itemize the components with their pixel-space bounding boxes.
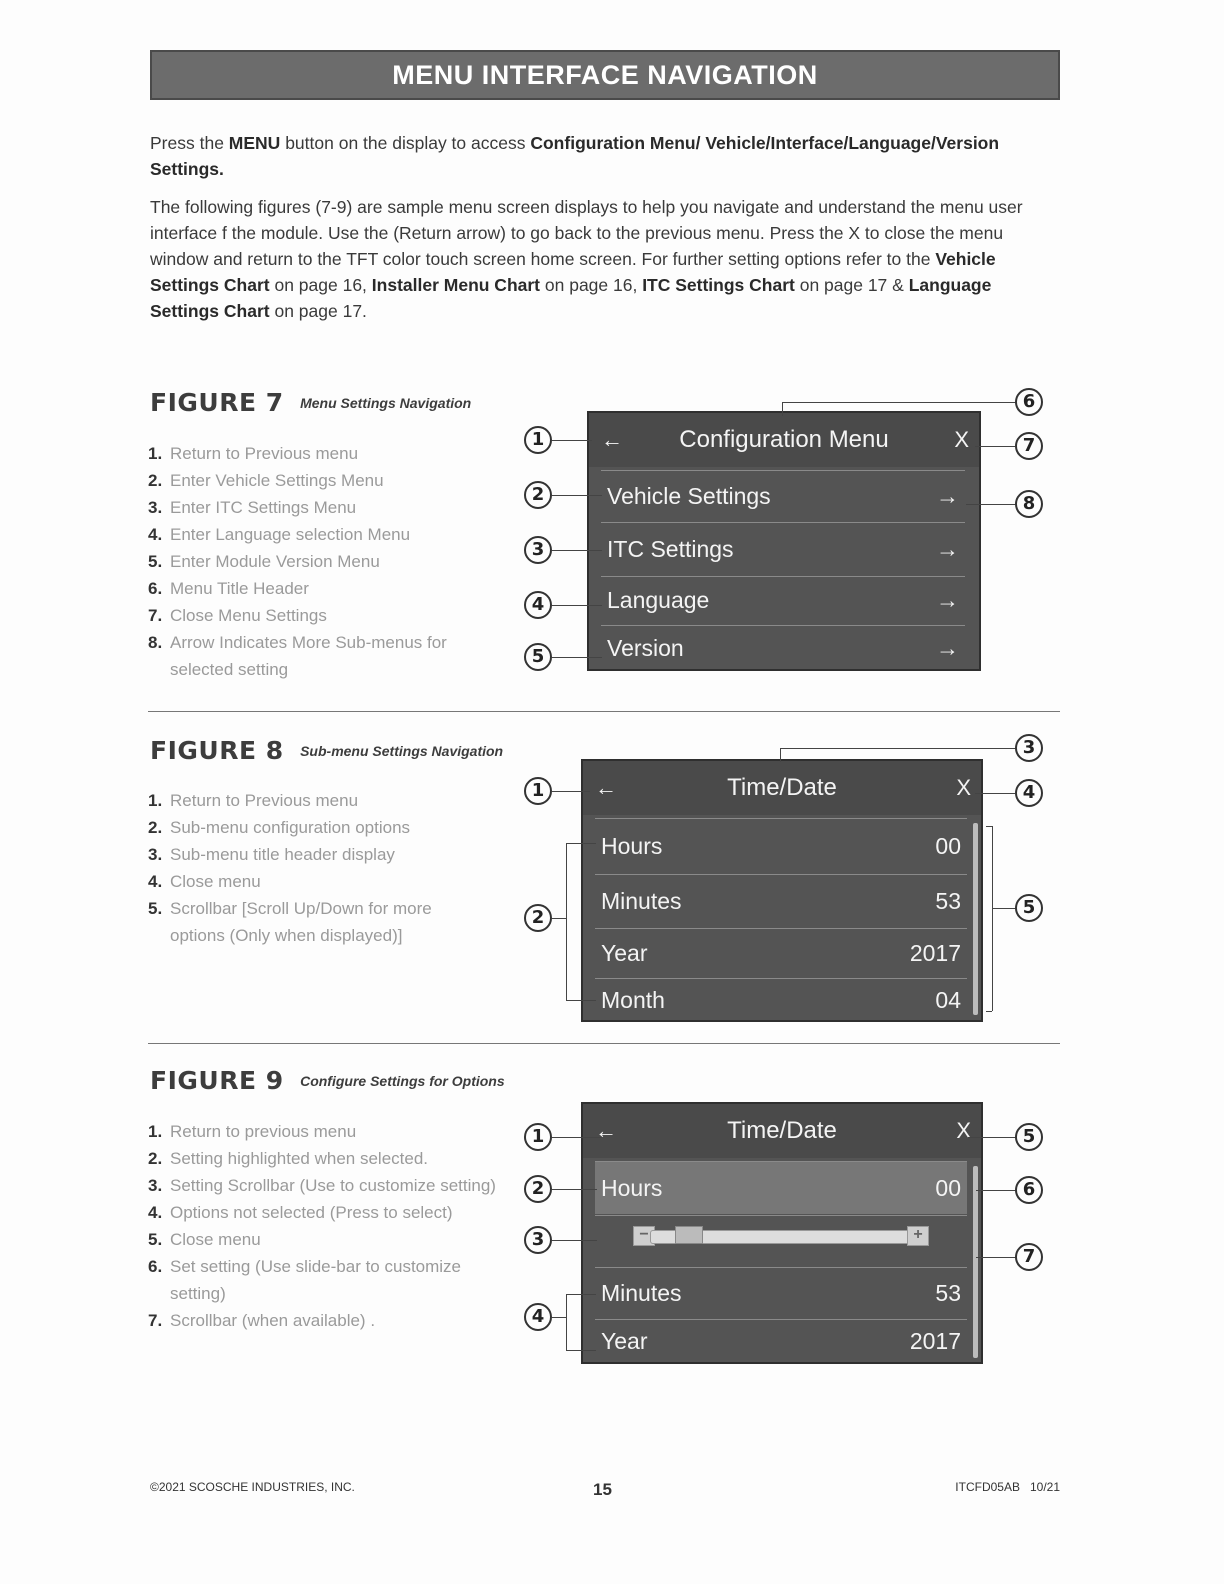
option-row-year[interactable] [595, 1319, 967, 1362]
menu-row-version[interactable] [601, 625, 965, 670]
chevron-right-icon: → [936, 635, 959, 661]
callout-line [566, 843, 596, 844]
callout-line [782, 402, 783, 416]
legend-number: 2. [148, 471, 163, 490]
row-label: Version [607, 635, 684, 661]
bold-text: Vehicle Settings Chart [150, 249, 996, 295]
legend-text: Sub-menu configuration options [170, 818, 411, 837]
legend-text: Enter Vehicle Settings Menu [170, 471, 384, 490]
minus-button[interactable]: − [633, 1226, 655, 1246]
callout-marker: 3 [524, 536, 552, 564]
legend-text: Close menu [170, 872, 261, 891]
footer-copyright: ©2021 SCOSCHE INDUSTRIES, INC. [150, 1480, 355, 1494]
legend-item [148, 575, 448, 602]
legend-text: Setting Scrollbar (Use to customize setting) [170, 1176, 496, 1195]
scrollbar[interactable] [973, 1166, 978, 1358]
legend-item [148, 1226, 498, 1253]
legend-number: 2. [148, 818, 163, 837]
callout-line [566, 1350, 596, 1351]
text-run: Press the [150, 133, 229, 153]
footer-doc-code: ITCFD05AB 10/21 [955, 1480, 1060, 1494]
menu-row-vehicle-settings[interactable] [601, 470, 965, 521]
scrollbar[interactable] [973, 823, 978, 1015]
callout-marker: 1 [524, 777, 552, 805]
legend-number: 3. [148, 845, 163, 864]
callout-line [780, 748, 1016, 749]
figure-9-subtitle: Configure Settings for Options [300, 1072, 505, 1089]
callout-bracket [992, 826, 993, 1011]
legend-text: Return to Previous menu [170, 791, 359, 810]
chevron-right-icon: → [936, 587, 959, 613]
figure-9-title: FIGURE 9 [150, 1066, 284, 1095]
menu-row-language[interactable] [601, 576, 965, 623]
callout-marker: 6 [1015, 1176, 1043, 1204]
section-banner [150, 50, 1060, 100]
legend-item [148, 1145, 498, 1172]
legend-item [148, 467, 448, 494]
callout-line [552, 495, 602, 496]
close-icon[interactable]: X [954, 427, 969, 452]
legend-item [148, 895, 468, 949]
legend-item [148, 868, 468, 895]
plus-button[interactable]: + [907, 1226, 929, 1246]
legend-item [148, 521, 448, 548]
callout-line [976, 1257, 1016, 1258]
row-value: 04 [935, 987, 961, 1013]
callout-marker: 4 [1015, 779, 1043, 807]
callout-marker: 5 [1015, 1123, 1043, 1151]
legend-item [148, 548, 448, 575]
legend-item [148, 602, 448, 629]
legend-item [148, 1253, 498, 1307]
text-run: on page 17 & [794, 275, 909, 295]
figure-8-legend [148, 787, 468, 949]
callout-line [552, 1137, 602, 1138]
screen-title: Time/Date [727, 774, 837, 801]
legend-item [148, 629, 448, 683]
legend-number: 1. [148, 1122, 163, 1141]
legend-number: 6. [148, 579, 163, 598]
screen-title: Configuration Menu [679, 426, 889, 453]
intro-paragraph-2 [150, 194, 1060, 324]
callout-marker: 6 [1015, 388, 1043, 416]
callout-marker: 8 [1015, 490, 1043, 518]
callout-marker: 2 [524, 1175, 552, 1203]
row-label: ITC Settings [607, 536, 734, 562]
legend-text: Enter Language selection Menu [170, 525, 411, 544]
figure-7-heading [150, 388, 471, 418]
bold-text: MENU [228, 133, 281, 153]
close-icon[interactable]: X [956, 1118, 971, 1143]
callout-line [780, 748, 781, 762]
bold-text: Configuration Menu/ Vehicle/Interface/Language/Version Settings. [150, 133, 1000, 179]
legend-text: Enter ITC Settings Menu [170, 498, 357, 517]
legend-number: 8. [148, 633, 163, 652]
legend-number: 1. [148, 444, 163, 463]
callout-marker: 5 [524, 643, 552, 671]
legend-item [148, 787, 468, 814]
legend-text: Setting highlighted when selected. [170, 1149, 429, 1168]
row-value: 2017 [909, 940, 961, 966]
row-value: 53 [935, 888, 961, 914]
back-arrow-icon[interactable]: ← [601, 427, 623, 452]
callout-marker: 5 [1015, 894, 1043, 922]
legend-text: Arrow Indicates More Sub-menus for selected setting [170, 633, 447, 679]
text-run: on page 16, [269, 275, 372, 295]
callout-line [552, 605, 602, 606]
time-date-screen [581, 759, 983, 1022]
legend-number: 5. [148, 552, 163, 571]
legend-item [148, 1307, 498, 1334]
config-menu-screen [587, 411, 981, 671]
row-label: Vehicle Settings [607, 483, 771, 509]
figure-8-title: FIGURE 8 [150, 736, 284, 765]
slider-thumb[interactable] [675, 1226, 703, 1244]
callout-bracket [566, 1294, 567, 1350]
legend-text: Set setting (Use slide-bar to customize setting) [170, 1257, 462, 1303]
figure-9-heading [150, 1066, 505, 1096]
legend-item [148, 440, 448, 467]
row-label: Month [601, 987, 665, 1013]
chevron-right-icon: → [936, 483, 959, 509]
legend-item [148, 1172, 498, 1199]
legend-text: Close Menu Settings [170, 606, 327, 625]
figure-8-subtitle: Sub-menu Settings Navigation [300, 742, 504, 759]
legend-number: 3. [148, 498, 163, 517]
option-row-hours-selected[interactable] [595, 1161, 967, 1214]
back-arrow-icon[interactable]: ← [595, 1118, 617, 1143]
page-number: 15 [593, 1480, 612, 1499]
legend-item [148, 841, 468, 868]
row-value: 2017 [909, 1328, 961, 1354]
legend-text: Scrollbar (when available) . [170, 1311, 376, 1330]
callout-line [975, 446, 1015, 447]
row-label: Minutes [601, 888, 682, 914]
figure-7-title: FIGURE 7 [150, 388, 284, 417]
callout-line [552, 440, 592, 441]
callout-marker: 1 [524, 426, 552, 454]
legend-number: 5. [148, 899, 163, 918]
setting-slider-row [595, 1215, 967, 1266]
legend-number: 7. [148, 606, 163, 625]
figure-7-subtitle: Menu Settings Navigation [300, 394, 472, 411]
callout-bracket [566, 843, 567, 1000]
bold-text: ITC Settings Chart [642, 275, 795, 295]
back-arrow-icon[interactable]: ← [595, 775, 617, 800]
legend-number: 6. [148, 1257, 163, 1276]
legend-number: 4. [148, 872, 163, 891]
row-value: 00 [935, 1175, 961, 1201]
legend-text: Options not selected (Press to select) [170, 1203, 453, 1222]
text-run: on page 17. [269, 301, 367, 321]
legend-item [148, 1118, 498, 1145]
menu-row-itc-settings[interactable] [601, 522, 965, 575]
callout-line [975, 793, 1015, 794]
legend-text: Return to Previous menu [170, 444, 359, 463]
figure-7-legend [148, 440, 448, 683]
text-run: The following figures (7-9) are sample menu screen displays to help you navigate and understand the menu user interface f the module. Use the (Return arrow) to go back to the previous menu. Press the X to close the menu window and return to the TFT color touch screen home screen. For further setting options refer to the [150, 197, 1023, 269]
callout-marker: 2 [524, 904, 552, 932]
callout-line [966, 504, 1016, 505]
callout-line [552, 550, 602, 551]
legend-item [148, 494, 448, 521]
callout-line [968, 1137, 1016, 1138]
legend-text: Menu Title Header [170, 579, 309, 598]
close-icon[interactable]: X [956, 775, 971, 800]
option-row-minutes[interactable] [595, 1267, 967, 1318]
row-label: Year [601, 1328, 648, 1354]
option-row-minutes[interactable] [595, 874, 967, 927]
option-row-hours[interactable] [595, 818, 967, 873]
callout-line [552, 1240, 597, 1241]
time-date-edit-screen [581, 1102, 983, 1364]
chevron-right-icon: → [936, 536, 959, 562]
callout-marker: 7 [1015, 1243, 1043, 1271]
section-divider [148, 711, 1060, 712]
legend-text: Scrollbar [Scroll Up/Down for more options (Only when displayed)] [170, 899, 432, 945]
callout-line [552, 1317, 566, 1318]
banner-title: MENU INTERFACE NAVIGATION [392, 60, 818, 90]
option-row-year[interactable] [595, 928, 967, 977]
legend-number: 1. [148, 791, 163, 810]
figure-8-heading [150, 736, 503, 766]
row-label: Language [607, 587, 710, 613]
callout-line [566, 1294, 596, 1295]
callout-line [552, 657, 602, 658]
callout-marker: 4 [524, 591, 552, 619]
callout-line [976, 1190, 1016, 1191]
screen-title: Time/Date [727, 1117, 837, 1144]
legend-number: 7. [148, 1311, 163, 1330]
callout-line [566, 1000, 596, 1001]
callout-marker: 4 [524, 1303, 552, 1331]
row-label: Hours [601, 833, 663, 859]
bold-text: Language Settings Chart [150, 275, 992, 321]
callout-marker: 1 [524, 1123, 552, 1151]
section-divider [148, 1043, 1060, 1044]
callout-line [552, 791, 590, 792]
legend-text: Sub-menu title header display [170, 845, 395, 864]
legend-number: 4. [148, 525, 163, 544]
figure-9-legend [148, 1118, 498, 1334]
text-run: button on the display to access [280, 133, 531, 153]
legend-text: Enter Module Version Menu [170, 552, 380, 571]
callout-line [782, 402, 1016, 403]
callout-line [992, 908, 1016, 909]
legend-number: 4. [148, 1203, 163, 1222]
legend-text: Return to previous menu [170, 1122, 357, 1141]
callout-marker: 3 [1015, 734, 1043, 762]
callout-line [986, 826, 992, 827]
row-label: Hours [601, 1175, 663, 1201]
row-label: Year [601, 940, 648, 966]
legend-text: Close menu [170, 1230, 261, 1249]
legend-number: 2. [148, 1149, 163, 1168]
row-value: 00 [935, 833, 961, 859]
callout-marker: 2 [524, 481, 552, 509]
row-value: 53 [935, 1280, 961, 1306]
callout-marker: 3 [524, 1226, 552, 1254]
text-run: on page 16, [540, 275, 643, 295]
row-label: Minutes [601, 1280, 682, 1306]
callout-marker: 7 [1015, 432, 1043, 460]
intro-paragraph-1 [150, 130, 1060, 182]
bold-text: Installer Menu Chart [371, 275, 541, 295]
option-row-month[interactable] [595, 978, 967, 1021]
legend-item [148, 814, 468, 841]
callout-line [552, 1189, 597, 1190]
legend-number: 5. [148, 1230, 163, 1249]
legend-number: 3. [148, 1176, 163, 1195]
callout-line [552, 918, 566, 919]
callout-line [986, 1011, 992, 1012]
legend-item [148, 1199, 498, 1226]
